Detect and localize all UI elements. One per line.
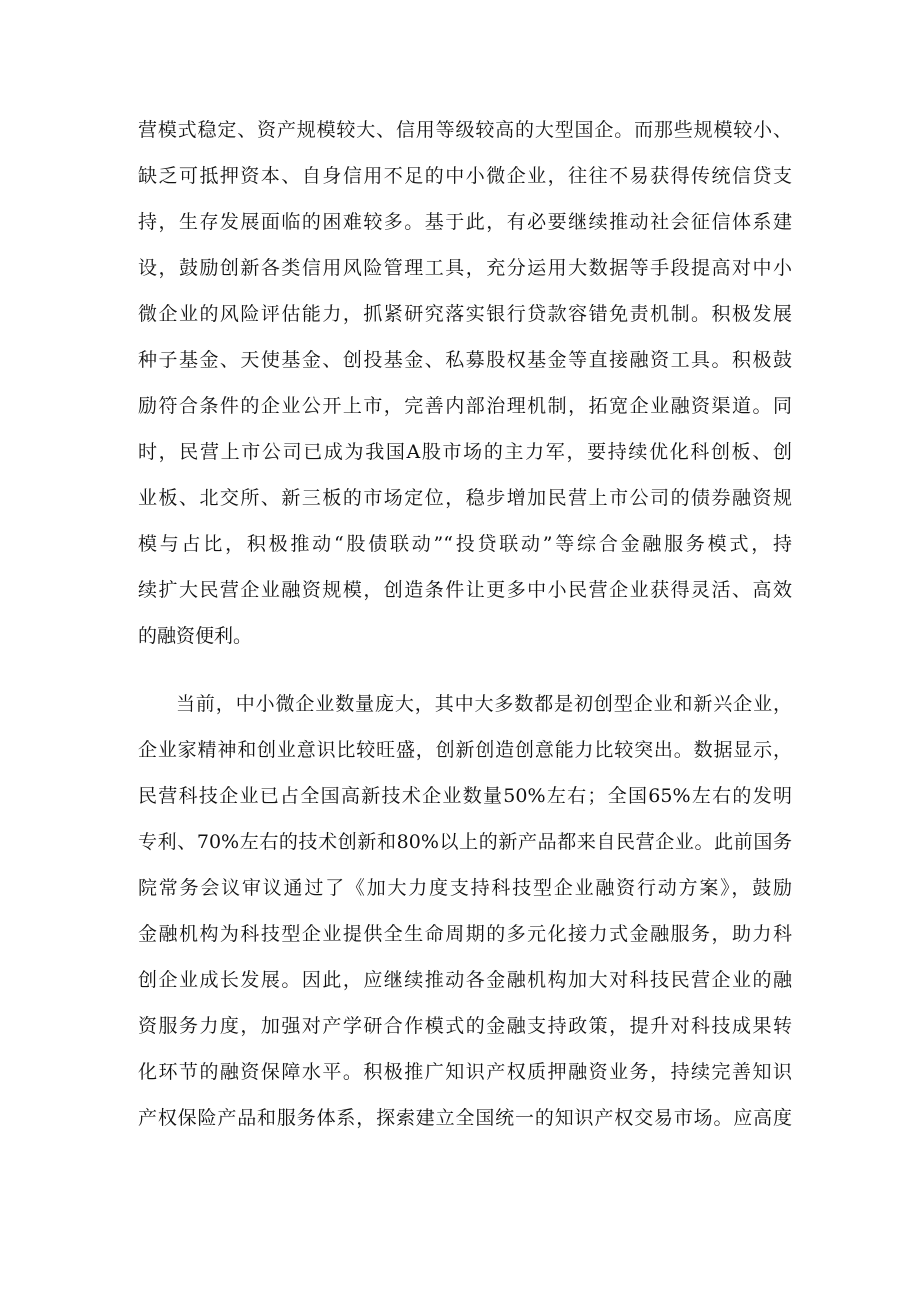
- paragraph-line: 业板、北交所、新三板的市场定位，稳步增加民营上市公司的债券融资规: [138, 487, 792, 509]
- paragraph-line: 金融机构为科技型企业提供全生命周期的多元化接力式金融服务，助力科: [138, 923, 792, 945]
- paragraph-line: 资服务力度，加强对产学研合作模式的金融支持政策，提升对科技成果转: [138, 1015, 792, 1037]
- paragraph-line: 时，民营上市公司已成为我国A股市场的主力军，要持续优化科创板、创: [138, 441, 792, 463]
- paragraph-line: 设，鼓励创新各类信用风险管理工具，充分运用大数据等手段提高对中小: [138, 257, 792, 279]
- paragraph-line: 当前，中小微企业数量庞大，其中大多数都是初创型企业和新兴企业，: [176, 693, 792, 715]
- paragraph-line: 缺乏可抵押资本、自身信用不足的中小微企业，往往不易获得传统信贷支: [138, 165, 792, 187]
- paragraph-line: 励符合条件的企业公开上市，完善内部治理机制，拓宽企业融资渠道。同: [138, 395, 792, 417]
- paragraph-line: 营模式稳定、资产规模较大、信用等级较高的大型国企。而那些规模较小、: [138, 119, 792, 141]
- paragraph-line: 模与占比，积极推动“股债联动”“投贷联动”等综合金融服务模式，持: [138, 533, 792, 555]
- paragraph-line: 企业家精神和创业意识比较旺盛，创新创造创意能力比较突出。数据显示，: [138, 739, 792, 761]
- paragraph-line: 专利、70%左右的技术创新和80%以上的新产品都来自民营企业。此前国务: [138, 831, 792, 853]
- paragraph-line: 微企业的风险评估能力，抓紧研究落实银行贷款容错免责机制。积极发展: [138, 303, 792, 325]
- paragraph-line: 民营科技企业已占全国高新技术企业数量50%左右；全国65%左右的发明: [138, 785, 792, 807]
- paragraph-line: 续扩大民营企业融资规模，创造条件让更多中小民营企业获得灵活、高效: [138, 579, 792, 601]
- paragraph-line: 院常务会议审议通过了《加大力度支持科技型企业融资行动方案》，鼓励: [138, 877, 792, 899]
- paragraph-line: 种子基金、天使基金、创投基金、私募股权基金等直接融资工具。积极鼓: [138, 349, 792, 371]
- paragraph-line: 产权保险产品和服务体系，探索建立全国统一的知识产权交易市场。应高度: [138, 1107, 792, 1129]
- paragraph-line: 持，生存发展面临的困难较多。基于此，有必要继续推动社会征信体系建: [138, 211, 792, 233]
- paragraph-line: 的融资便利。: [138, 625, 253, 647]
- paragraph-line: 化环节的融资保障水平。积极推广知识产权质押融资业务，持续完善知识: [138, 1061, 792, 1083]
- paragraph-line: 创企业成长发展。因此，应继续推动各金融机构加大对科技民营企业的融: [138, 969, 792, 991]
